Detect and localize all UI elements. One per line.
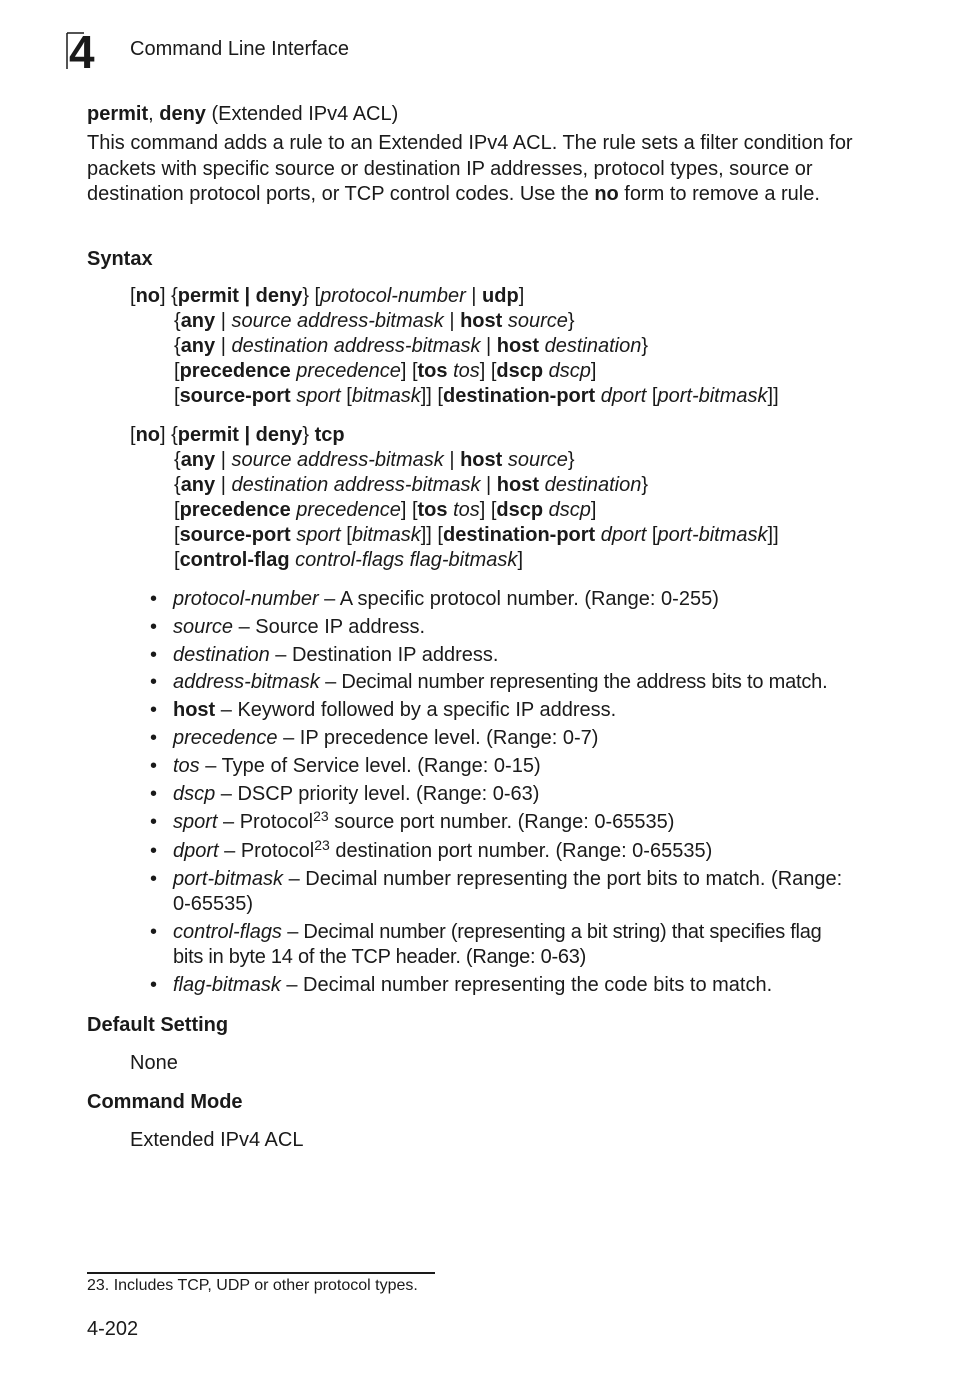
command-mode-value: Extended IPv4 ACL	[130, 1129, 304, 1151]
page-number: 4-202	[87, 1318, 139, 1340]
default-setting-value: None	[130, 1052, 178, 1074]
list-item: • sport – Protocol$^{23}$ source port number. (Range: 0-65535)	[150, 808, 675, 834]
list-item: • port-bitmask – Decimal number representing the port bits to match. (Range: 0-65535)	[150, 868, 843, 916]
list-item: • dscp – DSCP priority level. (Range: 0-63)	[150, 782, 540, 805]
footnote-ref[interactable]: 23	[314, 837, 330, 854]
chapter-badge-graphic	[66, 32, 110, 70]
list-item: • address-bitmask – Decimal number representing the address bits to match.	[150, 671, 828, 694]
chapter-title: Command Line Interface	[130, 38, 350, 60]
syntax-line: [precedence precedence] [tos tos] [dscp dscp]	[174, 499, 597, 521]
list-item: • flag-bitmask – Decimal number representing the code bits to match.	[150, 973, 773, 996]
list-item: • tos – Type of Service level. (Range: 0-15)	[150, 754, 541, 777]
syntax-line: [no] {permit | deny} [protocol-number | udp]	[130, 285, 525, 307]
default-setting-heading: Default Setting	[87, 1014, 229, 1036]
footnote-text: 23. Includes TCP, UDP or other protocol types.	[87, 1277, 418, 1294]
parameter-list	[150, 587, 850, 1001]
command-title-rest: (Extended IPv4 ACL)	[205, 103, 399, 125]
syntax-block-tcp	[130, 423, 779, 573]
chapter-number-badge	[66, 32, 110, 70]
list-item: • dport – Protocol$^{23}$ destination port number. (Range: 0-65535)	[150, 837, 713, 863]
syntax-line: {any | source address-bitmask | host source}	[174, 310, 575, 332]
syntax-line: {any | destination address-bitmask | host destination}	[174, 335, 649, 357]
syntax-heading: Syntax	[87, 248, 153, 270]
syntax-line: [source-port sport [bitmask]] [destination-port dport [port-bitmask]]	[174, 385, 779, 407]
list-item: • destination – Destination IP address.	[150, 643, 499, 666]
chapter-number: 4	[69, 32, 95, 70]
description-text-end: form to remove a rule.	[618, 183, 820, 205]
syntax-line: [source-port sport [bitmask]] [destination-port dport [port-bitmask]]	[174, 524, 779, 546]
command-deny: deny	[159, 103, 206, 125]
syntax-line: {any | destination address-bitmask | host destination}	[174, 474, 649, 496]
list-item: • precedence – IP precedence level. (Range: 0-7)	[150, 726, 599, 749]
command-permit: permit	[87, 103, 149, 125]
command-title-sep: ,	[148, 103, 160, 125]
list-item: • source – Source IP address.	[150, 615, 425, 638]
list-item: • host – Keyword followed by a specific IP address.	[150, 699, 617, 722]
description-no-keyword: no	[594, 183, 619, 205]
syntax-line: [precedence precedence] [tos tos] [dscp dscp]	[174, 360, 597, 382]
footnote-ref[interactable]: 23	[313, 808, 329, 825]
syntax-block-udp	[130, 284, 779, 409]
syntax-line: {any | source address-bitmask | host source}	[174, 449, 575, 471]
command-description	[87, 131, 857, 208]
command-mode-heading: Command Mode	[87, 1091, 243, 1113]
description-text: This command adds a rule to an Extended IPv4 ACL. The rule sets a filter condition for packets with specific source or destination IP addresses, protocol types, source or destination protocol ports, or TCP control codes. Use the	[87, 132, 853, 205]
syntax-line: [no] {permit | deny} tcp	[130, 424, 345, 446]
footnote-divider	[87, 1272, 435, 1274]
syntax-line: [control-flag control-flags flag-bitmask]	[174, 549, 523, 571]
list-item: • control-flags – Decimal number (representing a bit string) that specifies flag bits in byte 14 of the TCP header. (Range: 0-63)	[150, 921, 822, 969]
command-title	[87, 103, 398, 126]
list-item: • protocol-number – A specific protocol number. (Range: 0-255)	[150, 588, 719, 610]
